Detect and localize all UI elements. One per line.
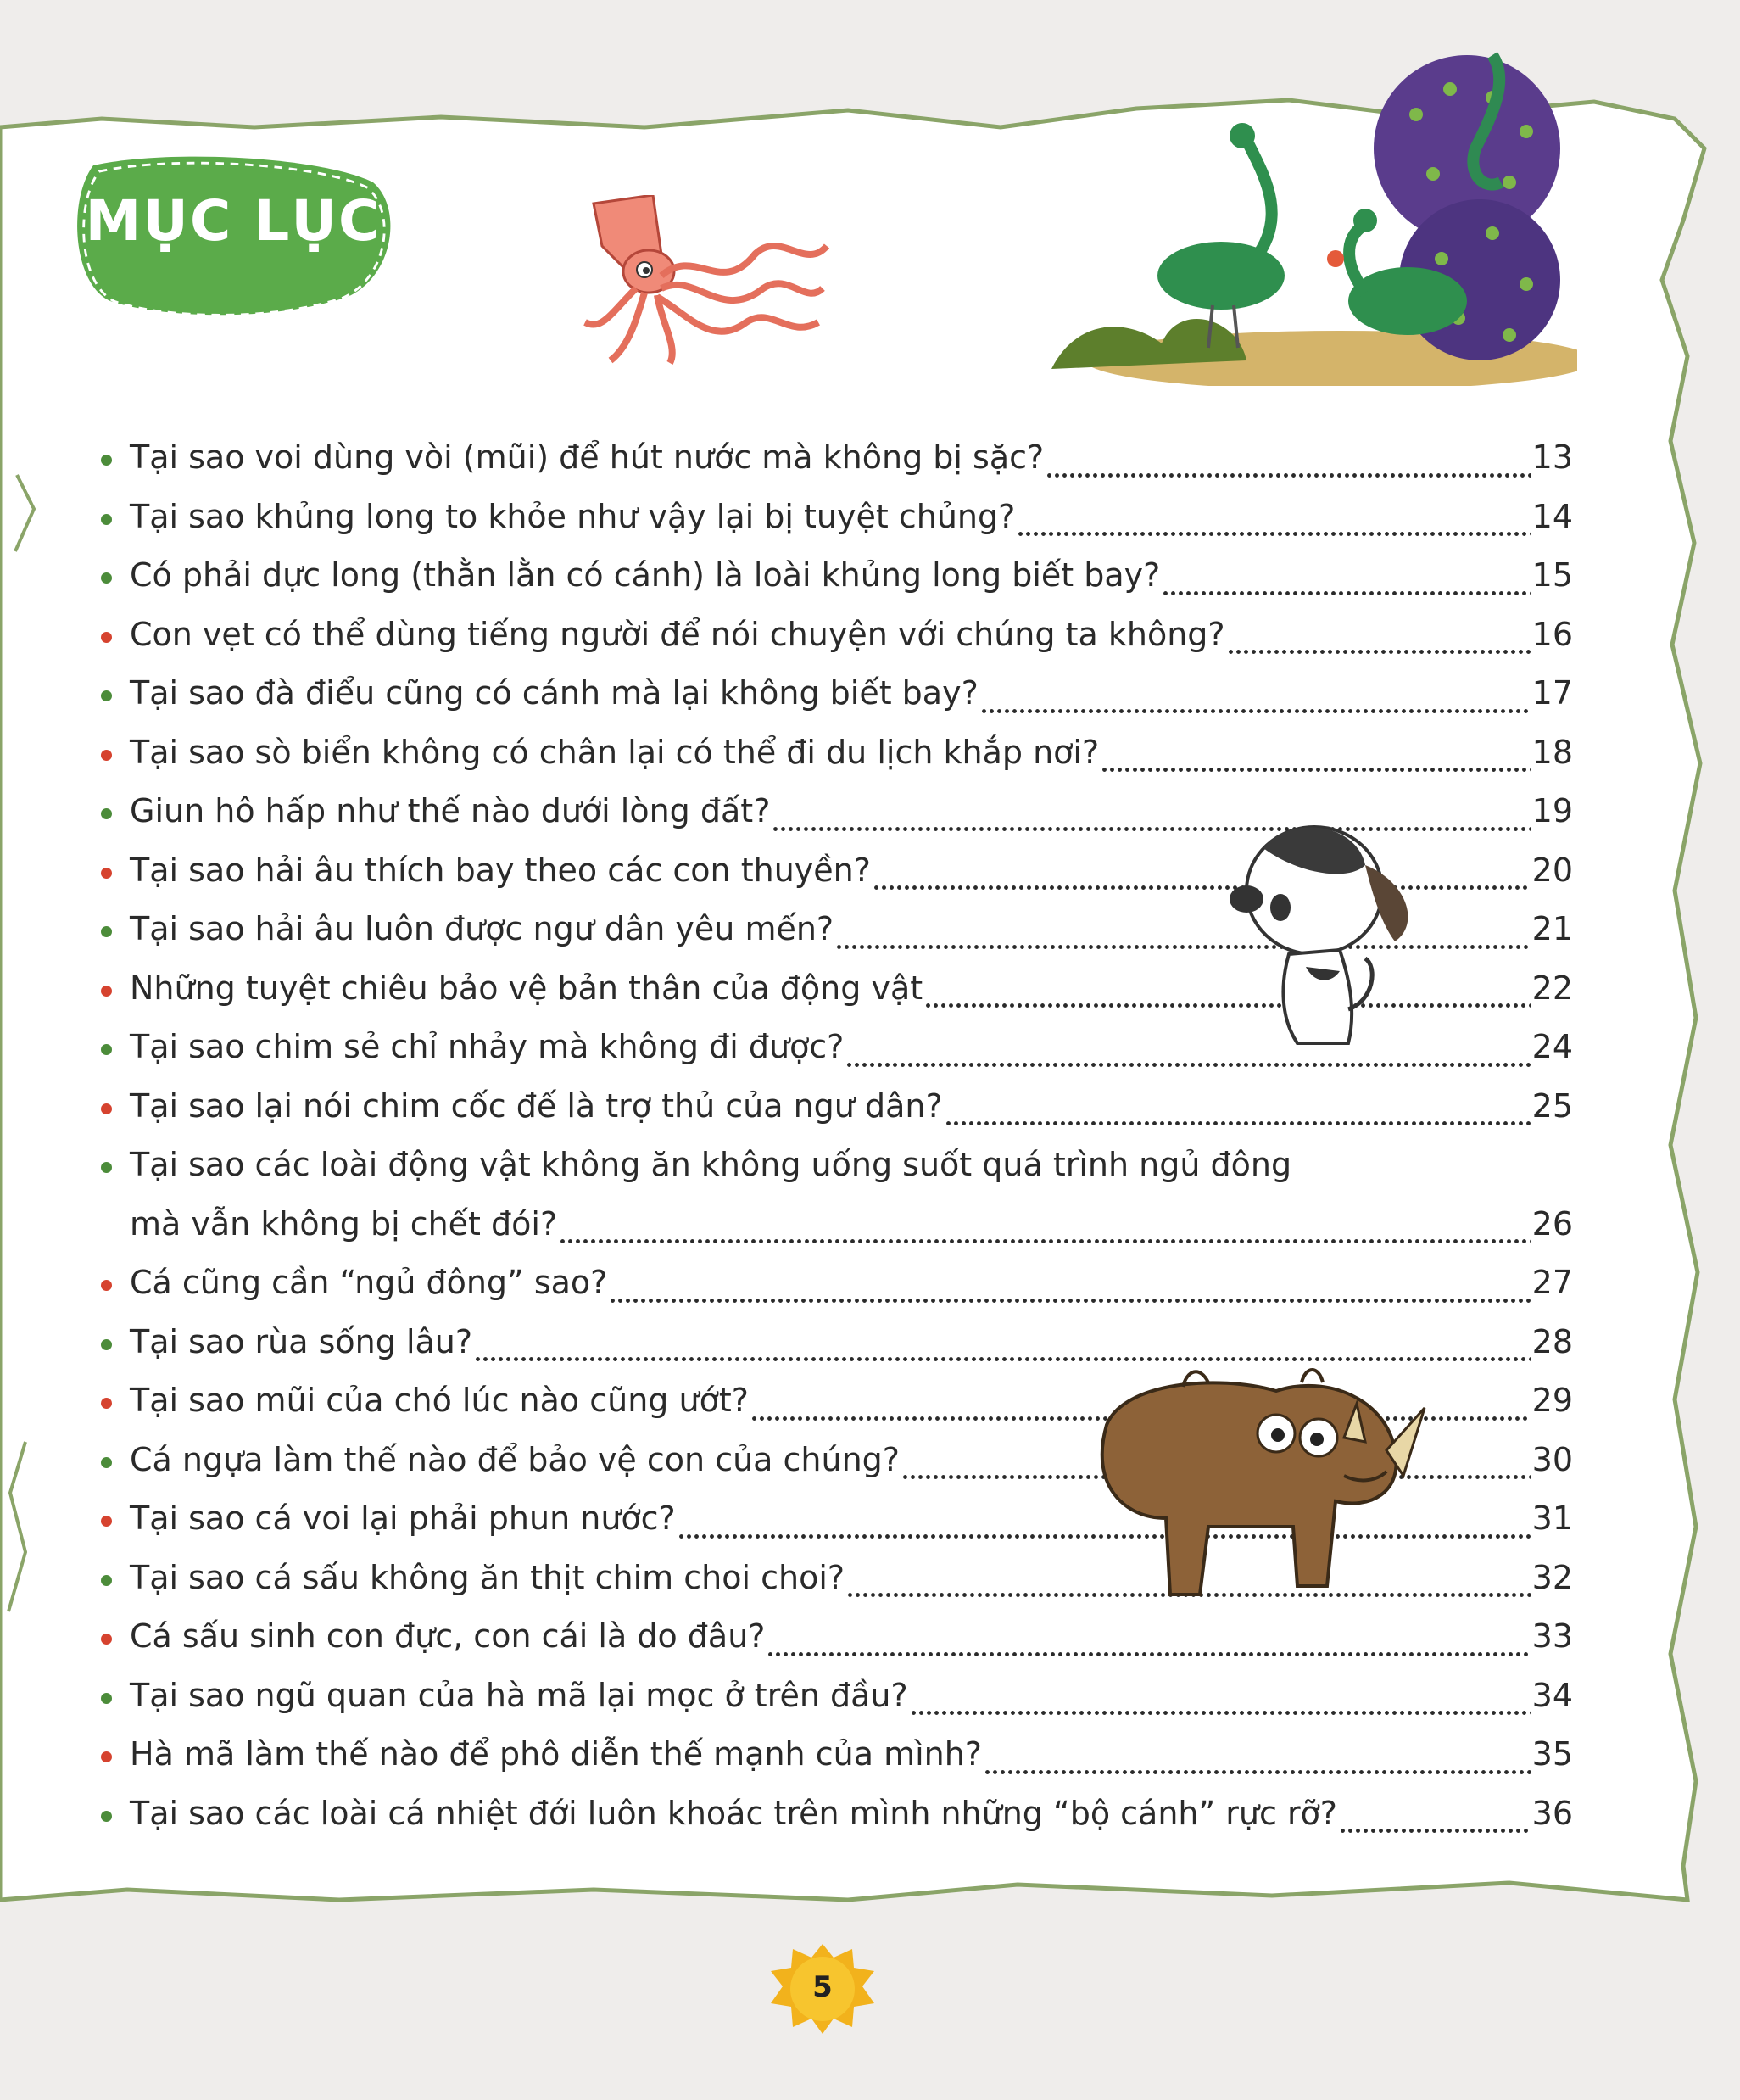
dot-leader [1046, 429, 1530, 488]
toc-entry-page: 29 [1531, 1382, 1573, 1419]
toc-entry-title: Tại sao mũi của chó lúc nào cũng ướt? [130, 1382, 749, 1419]
toc-entry-page: 31 [1531, 1500, 1573, 1537]
bullet-icon [101, 690, 112, 701]
toc-entry [98, 1607, 1573, 1667]
toc-entry-page: 24 [1531, 1028, 1573, 1065]
toc-entry-title: Hà mã làm thế nào để phô diễn thế mạnh của mình? [130, 1735, 982, 1773]
toc-entry-page: 32 [1531, 1558, 1573, 1596]
toc-entry-title: Tại sao chim sẻ chỉ nhảy mà không đi được? [130, 1028, 845, 1065]
toc-entry [98, 1136, 1573, 1254]
toc-entry-page: 30 [1531, 1440, 1573, 1478]
toc-entry-page: 14 [1531, 497, 1573, 535]
bullet-icon [101, 1162, 112, 1173]
bullet-icon [101, 1751, 112, 1762]
bullet-icon [101, 1280, 112, 1291]
toc-entry-title: Cá sấu sinh con đực, con cái là do đâu? [130, 1617, 766, 1655]
toc-entry-page: 21 [1531, 910, 1573, 947]
toc-entry-page: 19 [1531, 792, 1573, 829]
toc-entry-page: 17 [1531, 674, 1573, 712]
dot-leader [984, 1726, 1531, 1784]
toc-entry-title: Con vẹt có thể dùng tiếng người để nói chuyện với chúng ta không? [130, 615, 1225, 653]
toc-entry-page: 20 [1531, 851, 1573, 889]
bullet-icon [101, 1398, 112, 1409]
dot-leader [1017, 488, 1530, 546]
toc-entry [98, 1725, 1573, 1784]
toc-entry-title: Tại sao hải âu thích bay theo các con thuyền? [130, 851, 871, 889]
toc-entry-title: Tại sao hải âu luôn được ngư dân yêu mến? [130, 910, 834, 947]
bullet-icon [101, 1693, 112, 1704]
toc-entry [98, 1667, 1573, 1726]
toc-entry-title: Tại sao các loài động vật không ăn không uống suốt quá trình ngủ đông [130, 1146, 1292, 1183]
toc-entry-page: 18 [1531, 733, 1573, 771]
bullet-icon [101, 926, 112, 937]
toc-entry-title: Tại sao cá sấu không ăn thịt chim choi choi? [130, 1558, 845, 1596]
toc-entry-page: 28 [1531, 1322, 1573, 1360]
bullet-icon [101, 1457, 112, 1468]
dot-leader [767, 1608, 1530, 1667]
bullet-icon [101, 632, 112, 643]
toc-entry-page: 36 [1531, 1794, 1573, 1832]
toc-entry-title: Tại sao ngũ quan của hà mã lại mọc ở trên đầu? [130, 1676, 908, 1714]
dot-leader [924, 959, 1531, 1018]
bullet-icon [101, 750, 112, 761]
bullet-icon [101, 868, 112, 879]
bullet-icon [101, 1634, 112, 1645]
dot-leader [835, 901, 1531, 959]
toc-entry-title: Tại sao khủng long to khỏe như vậy lại bị tuyệt chủng? [130, 497, 1016, 535]
squid-illustration [577, 195, 831, 365]
bullet-icon [101, 514, 112, 525]
toc-entry [98, 1254, 1573, 1313]
dot-leader [910, 1667, 1531, 1725]
dot-leader [873, 841, 1531, 900]
peacocks-illustration [1051, 47, 1577, 386]
toc-entry [98, 1784, 1573, 1844]
toc-entry-page: 34 [1531, 1676, 1573, 1714]
toc-entry-title: Có phải dực long (thằn lằn có cánh) là loài khủng long biết bay? [130, 556, 1161, 594]
toc-entry-page: 35 [1531, 1735, 1573, 1773]
bullet-icon [101, 1575, 112, 1586]
toc-entry-title: Những tuyệt chiêu bảo vệ bản thân của động vật [130, 969, 923, 1007]
toc-entry [98, 546, 1573, 606]
dot-leader [1339, 1784, 1531, 1843]
toc-entry-title-continued: mà vẫn không bị chết đói? [130, 1204, 558, 1243]
toc-entry-page: 16 [1531, 615, 1573, 653]
bullet-icon [101, 1811, 112, 1822]
bullet-icon [101, 1103, 112, 1114]
toc-entry [98, 664, 1573, 723]
dot-leader [845, 1019, 1530, 1077]
toc-entry [98, 606, 1573, 665]
bullet-icon [101, 986, 112, 997]
dog-illustration [1230, 814, 1425, 1056]
toc-entry-title: Tại sao cá voi lại phải phun nước? [130, 1500, 676, 1537]
dot-leader [559, 1195, 1531, 1254]
page-title: MỤC LỤC [85, 188, 382, 254]
toc-entry-title: Tại sao các loài cá nhiệt đới luôn khoác trên mình những “bộ cánh” rực rỡ? [130, 1794, 1337, 1832]
bullet-icon [101, 572, 112, 584]
dot-leader [1162, 547, 1530, 606]
toc-entry-page: 33 [1531, 1617, 1573, 1655]
bullet-icon [101, 808, 112, 819]
toc-entry-title: Cá ngựa làm thế nào để bảo vệ con của chúng? [130, 1440, 900, 1478]
toc-entry [98, 488, 1573, 547]
toc-entry-title: Tại sao đà điểu cũng có cánh mà lại không biết bay? [130, 674, 979, 712]
bullet-icon [101, 1044, 112, 1055]
toc-entry-page: 26 [1531, 1204, 1573, 1243]
toc-entry-page: 13 [1531, 438, 1573, 476]
toc-entry-title: Tại sao rùa sống lâu? [130, 1322, 473, 1360]
dot-leader [1227, 606, 1531, 664]
toc-entry [98, 428, 1573, 488]
bullet-icon [101, 1339, 112, 1350]
dot-leader [980, 665, 1531, 723]
toc-entry-title: Tại sao lại nói chim cốc đế là trợ thủ của ngư dân? [130, 1086, 943, 1125]
toc-entry-page: 27 [1531, 1264, 1573, 1301]
toc-entry-title: Cá cũng cần “ngủ đông” sao? [130, 1264, 608, 1301]
toc-entry-title: Tại sao sò biển không có chân lại có thể đi du lịch khắp nơi? [130, 733, 1100, 771]
toc-entry-page: 25 [1531, 1086, 1573, 1125]
page-number: 5 [812, 1970, 833, 2004]
rhino-illustration [1090, 1357, 1429, 1607]
toc-entry-title: Giun hô hấp như thế nào dưới lòng đất? [130, 792, 771, 829]
toc-entry-title: Tại sao voi dùng vòi (mũi) để hút nước mà không bị sặc? [130, 438, 1045, 476]
bullet-icon [101, 1516, 112, 1527]
dot-leader [1101, 723, 1530, 782]
dot-leader [945, 1077, 1531, 1136]
toc-entry [98, 723, 1573, 783]
toc-entry [98, 1077, 1573, 1137]
table-of-contents [98, 428, 1573, 1843]
toc-entry-page: 22 [1531, 969, 1573, 1007]
toc-entry-page: 15 [1531, 556, 1573, 594]
bullet-icon [101, 455, 112, 466]
dot-leader [609, 1254, 1530, 1313]
